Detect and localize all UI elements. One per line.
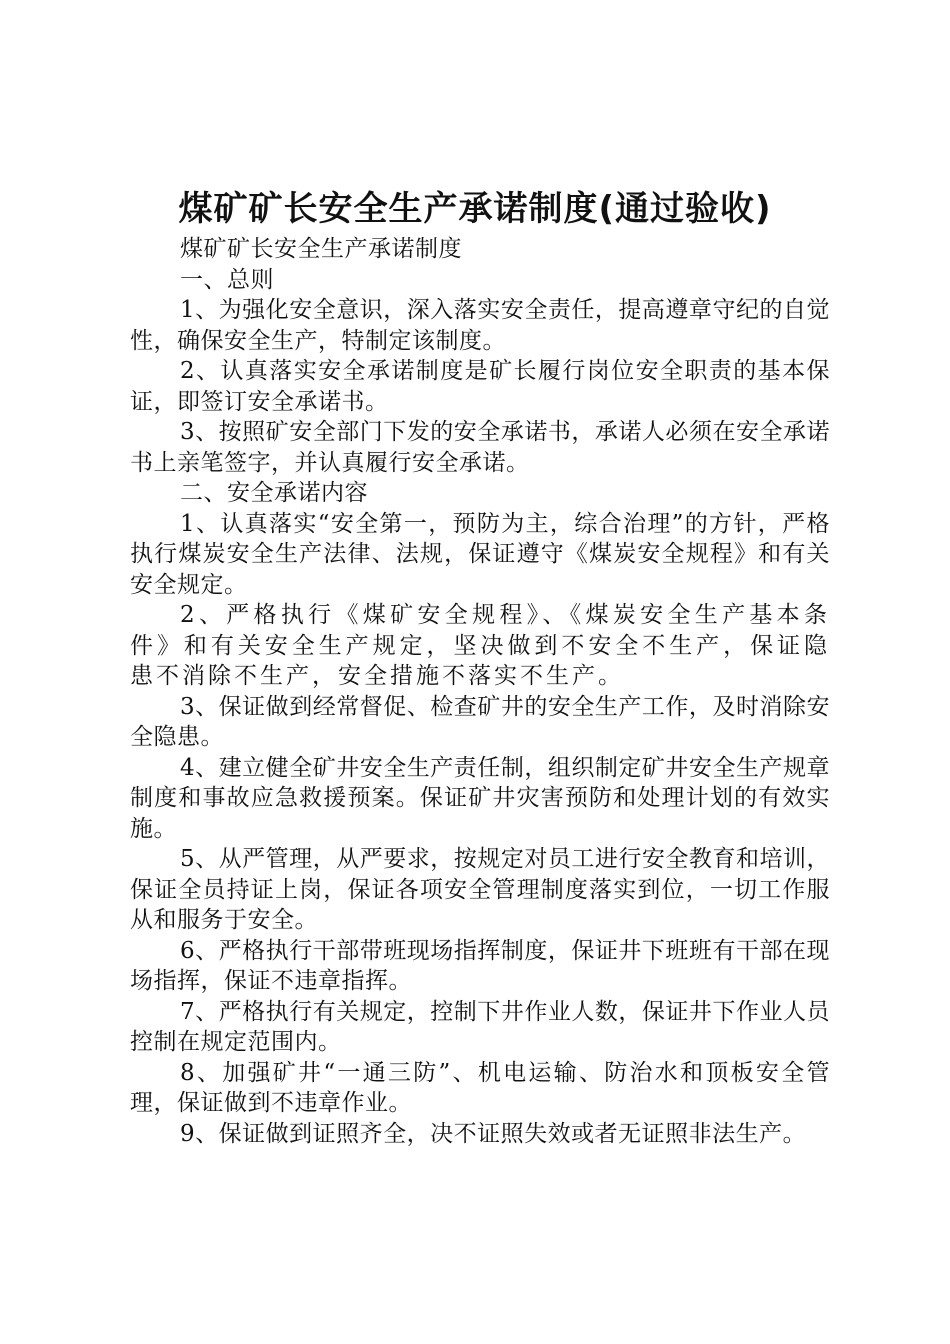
general-item-3: 3、按照矿安全部门下发的安全承诺书，承诺人必须在安全承诺书上亲笔签字，并认真履行安全承诺。: [130, 419, 830, 476]
commitment-item-4: 4、建立健全矿井安全生产责任制，组织制定矿井安全生产规章制度和事故应急救援预案。保证矿井灾害预防和处理计划的有效实施。: [130, 754, 830, 842]
commitment-item-6: 6、严格执行干部带班现场指挥制度，保证井下班班有干部在现场指挥，保证不违章指挥。: [130, 937, 830, 994]
commitment-item-5: 5、从严管理，从严要求，按规定对员工进行安全教育和培训，保证全员持证上岗，保证各项安全管理制度落实到位，一切工作服从和服务于安全。: [130, 846, 830, 933]
document-title: 煤矿矿长安全生产承诺制度(通过验收): [178, 189, 772, 229]
document-body: [130, 234, 830, 1149]
commitment-item-1: 1、认真落实“安全第一，预防为主，综合治理”的方针，严格执行煤炭安全生产法律、法规，保证遵守《煤炭安全规程》和有关安全规定。: [130, 510, 830, 598]
commitment-item-7: 7、严格执行有关规定，控制下井作业人数，保证井下作业人员控制在规定范围内。: [130, 998, 830, 1055]
section-heading-general: 一、总则: [180, 266, 274, 293]
commitment-item-9: 9、保证做到证照齐全，决不证照失效或者无证照非法生产。: [180, 1120, 807, 1147]
general-item-1: 1、为强化安全意识，深入落实安全责任，提高遵章守纪的自觉性，确保安全生产，特制定该制度。: [130, 297, 830, 354]
commitment-item-2: 2、严格执行《煤矿安全规程》、《煤炭安全生产基本条件》和有关安全生产规定，坚决做到不安全不生产，保证隐患不消除不生产，安全措施不落实不生产。: [130, 602, 830, 689]
document-subtitle: 煤矿矿长安全生产承诺制度: [180, 236, 462, 262]
commitment-item-3: 3、保证做到经常督促、检查矿井的安全生产工作，及时消除安全隐患。: [130, 693, 830, 750]
section-heading-commitment: 二、安全承诺内容: [180, 480, 368, 506]
commitment-item-8: 8、加强矿井“一通三防”、机电运输、防治水和顶板安全管理，保证做到不违章作业。: [130, 1059, 830, 1116]
general-item-2: 2、认真落实安全承诺制度是矿长履行岗位安全职责的基本保证，即签订安全承诺书。: [130, 358, 830, 415]
